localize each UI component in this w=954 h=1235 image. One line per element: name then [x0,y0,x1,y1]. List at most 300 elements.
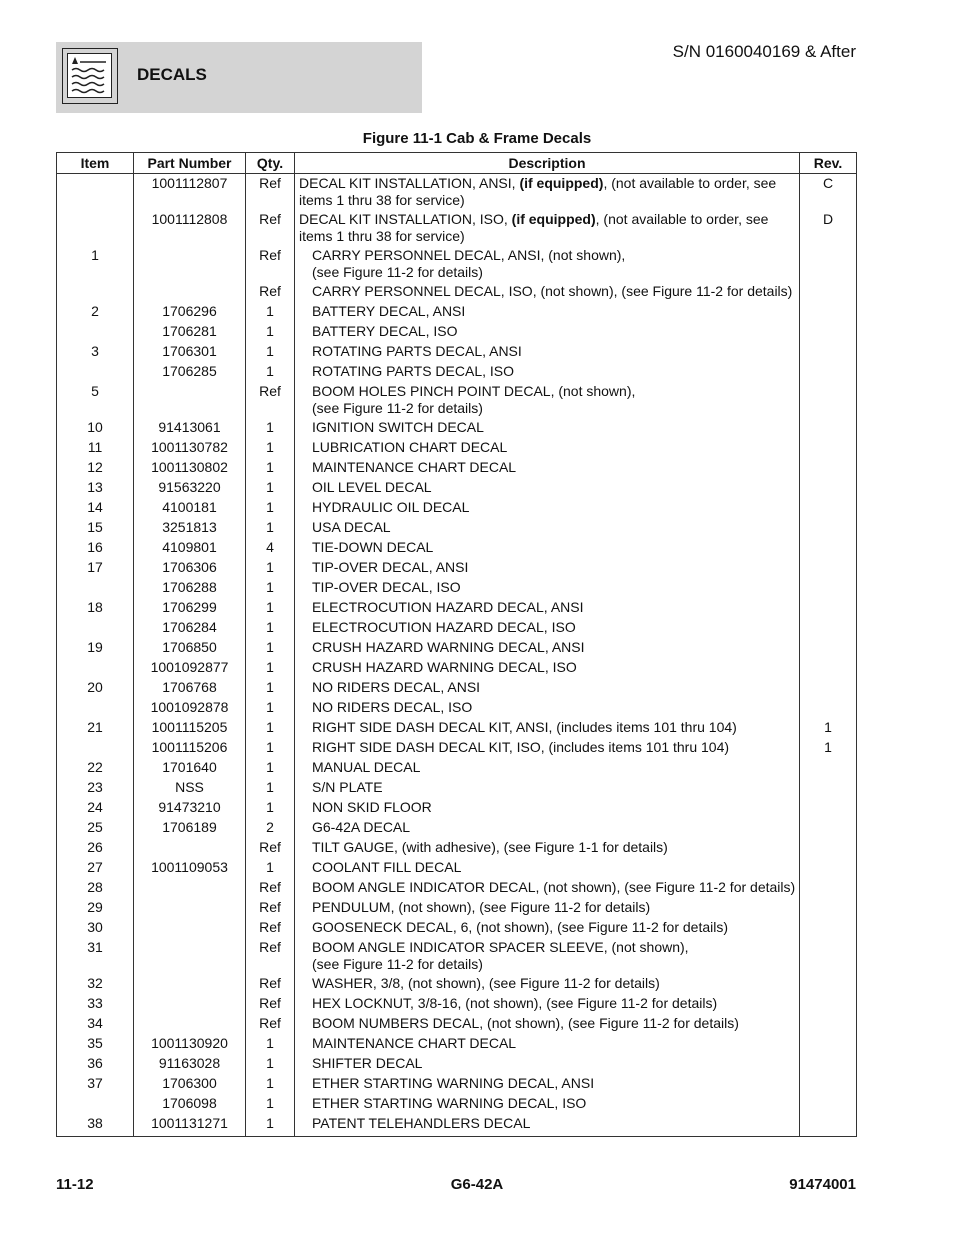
table-body [57,174,857,1137]
rev-cell [800,1054,857,1074]
table-row [57,246,857,282]
table-row [57,342,857,362]
part-number-cell [134,994,246,1014]
table-row [57,778,857,798]
table-row [57,1094,857,1114]
rev-cell [800,974,857,994]
item-cell: 33 [57,994,134,1014]
qty-cell: 1 [246,558,295,578]
qty-cell: 1 [246,638,295,658]
description-cell [295,1054,800,1074]
item-cell: 24 [57,798,134,818]
table-row [57,698,857,718]
qty-cell: 1 [246,658,295,678]
item-cell [57,322,134,342]
qty-cell: 1 [246,458,295,478]
part-number-cell [134,382,246,418]
rev-cell [800,698,857,718]
description-cell [295,1074,800,1094]
qty-cell: 1 [246,698,295,718]
description-text: ETHER STARTING WARNING DECAL, ISO [312,1095,587,1111]
qty-cell: 2 [246,818,295,838]
table-row [57,1054,857,1074]
part-number-cell: 1706288 [134,578,246,598]
rev-cell [800,246,857,282]
description-text: BOOM NUMBERS DECAL, (not shown), (see Figure 11-2 for details) [312,1015,739,1031]
description-emphasis: (if equipped) [519,175,604,191]
rev-cell [800,458,857,478]
table-row [57,458,857,478]
table-row [57,418,857,438]
description-text: GOOSENECK DECAL, 6, (not shown), (see Figure 11-2 for details) [312,919,729,935]
table-row [57,538,857,558]
item-cell [57,174,134,211]
qty-cell: 1 [246,302,295,322]
item-cell: 23 [57,778,134,798]
rev-cell [800,558,857,578]
table-row [57,878,857,898]
description-text: IGNITION SWITCH DECAL [312,419,484,435]
part-number-cell: 1706768 [134,678,246,698]
part-number-cell: 4109801 [134,538,246,558]
rev-cell [800,918,857,938]
description-text: BATTERY DECAL, ISO [312,323,458,339]
description-text: WASHER, 3/8, (not shown), (see Figure 11-2 for details) [312,975,660,991]
description-cell [295,578,800,598]
table-row [57,578,857,598]
item-cell [57,282,134,302]
part-number-cell: 91413061 [134,418,246,438]
description-text: CARRY PERSONNEL DECAL, ISO, (not shown), (see Figure 11-2 for details) [312,283,793,299]
table-row [57,818,857,838]
description-text: DECAL KIT INSTALLATION, ANSI, [299,175,520,191]
description-text: DECAL KIT INSTALLATION, ISO, [299,211,512,227]
description-cell [295,838,800,858]
item-cell: 20 [57,678,134,698]
qty-cell: 1 [246,738,295,758]
qty-cell: 1 [246,418,295,438]
qty-cell: Ref [246,246,295,282]
description-cell [295,1094,800,1114]
description-cell [295,758,800,778]
description-text: , (not available to order, see items 1 thru 38 for service) [299,211,769,244]
column-header-rev: Rev. [800,153,857,174]
description-text: , (not available to order, see items 1 thru 38 for service) [299,175,777,208]
rev-cell [800,994,857,1014]
table-row [57,638,857,658]
item-cell: 26 [57,838,134,858]
description-cell [295,282,800,302]
description-cell [295,598,800,618]
table-row [57,898,857,918]
description-cell [295,974,800,994]
description-cell [295,302,800,322]
item-cell: 28 [57,878,134,898]
description-text: S/N PLATE [312,779,383,795]
section-title: DECALS [137,65,207,84]
description-cell [295,918,800,938]
description-text: BATTERY DECAL, ANSI [312,303,466,319]
rev-cell [800,418,857,438]
description-text: TIE-DOWN DECAL [312,539,434,555]
table-row [57,498,857,518]
rev-cell [800,638,857,658]
part-number-cell [134,282,246,302]
item-cell [57,210,134,246]
description-text: NON SKID FLOOR [312,799,432,815]
description-cell [295,798,800,818]
part-number-cell: 1001130920 [134,1034,246,1054]
description-cell [295,738,800,758]
column-header-item: Item [57,153,134,174]
description-text: NO RIDERS DECAL, ANSI [312,679,481,695]
table-row [57,362,857,382]
description-cell [295,618,800,638]
part-number-cell: 1001115206 [134,738,246,758]
item-cell: 29 [57,898,134,918]
qty-cell: Ref [246,938,295,974]
item-cell: 1 [57,246,134,282]
description-text: MAINTENANCE CHART DECAL [312,1035,517,1051]
rev-cell [800,938,857,974]
table-row [57,1114,857,1137]
table-row-kit [57,210,857,246]
document-number: 91474001 [789,1176,856,1193]
rev-cell [800,302,857,322]
table-row [57,974,857,994]
rev-cell [800,1034,857,1054]
item-cell: 25 [57,818,134,838]
table-row [57,1034,857,1054]
description-text: ROTATING PARTS DECAL, ANSI [312,343,522,359]
table-row [57,478,857,498]
table-row [57,282,857,302]
item-cell: 5 [57,382,134,418]
rev-cell [800,618,857,638]
part-number-cell: 1001130782 [134,438,246,458]
column-header-description: Description [295,153,800,174]
qty-cell: Ref [246,838,295,858]
description-text: MANUAL DECAL [312,759,421,775]
part-number-cell: 1706300 [134,1074,246,1094]
description-text: PENDULUM, (not shown), (see Figure 11-2 for details) [312,899,651,915]
description-text: RIGHT SIDE DASH DECAL KIT, ANSI, (includes items 101 thru 104) [312,719,737,735]
qty-cell: Ref [246,382,295,418]
qty-cell: 1 [246,598,295,618]
rev-cell [800,1114,857,1137]
qty-cell: 1 [246,1114,295,1137]
part-number-cell [134,974,246,994]
item-cell [57,698,134,718]
part-number-cell: 1706299 [134,598,246,618]
item-cell: 3 [57,342,134,362]
qty-cell: 1 [246,578,295,598]
table-header-row [57,153,857,174]
description-text-continued: (see Figure 11-2 for details) [312,400,483,416]
qty-cell: Ref [246,974,295,994]
decal-icon [67,53,112,98]
qty-cell: 1 [246,618,295,638]
description-text: CRUSH HAZARD WARNING DECAL, ISO [312,659,577,675]
item-cell: 38 [57,1114,134,1137]
model-name: G6-42A [450,1176,504,1193]
rev-cell [800,778,857,798]
rev-cell [800,1014,857,1034]
rev-cell [800,578,857,598]
part-number-cell: 1001115205 [134,718,246,738]
part-number-cell: 91563220 [134,478,246,498]
table-row [57,558,857,578]
part-number-cell: 91473210 [134,798,246,818]
description-cell [295,778,800,798]
rev-cell [800,322,857,342]
rev-cell [800,1094,857,1114]
part-number-cell: NSS [134,778,246,798]
part-number-cell: 1706301 [134,342,246,362]
figure-title: Figure 11-1 Cab & Frame Decals [362,130,592,147]
description-cell [295,898,800,918]
description-cell [295,638,800,658]
rev-cell [800,382,857,418]
table-row [57,382,857,418]
table-row [57,858,857,878]
description-text: G6-42A DECAL [312,819,411,835]
part-number-cell: 1706281 [134,322,246,342]
description-text: CRUSH HAZARD WARNING DECAL, ANSI [312,639,585,655]
qty-cell: 1 [246,678,295,698]
rev-cell [800,878,857,898]
qty-cell: 1 [246,1054,295,1074]
part-number-cell [134,938,246,974]
description-cell [295,382,800,418]
column-header-qty: Qty. [246,153,295,174]
qty-cell: 1 [246,858,295,878]
description-text-continued: (see Figure 11-2 for details) [312,956,483,972]
description-cell [295,342,800,362]
part-number-cell [134,878,246,898]
rev-cell [800,598,857,618]
description-cell [295,210,800,246]
qty-cell: Ref [246,282,295,302]
qty-cell: 1 [246,758,295,778]
table-row [57,322,857,342]
table-row [57,1014,857,1034]
qty-cell: Ref [246,994,295,1014]
item-cell: 27 [57,858,134,878]
table-row [57,994,857,1014]
description-text: BOOM ANGLE INDICATOR SPACER SLEEVE, (not shown), [312,939,689,955]
qty-cell: 4 [246,538,295,558]
part-number-cell: 1706284 [134,618,246,638]
qty-cell: 1 [246,478,295,498]
rev-cell [800,658,857,678]
qty-cell: 1 [246,718,295,738]
description-text: COOLANT FILL DECAL [312,859,462,875]
description-text: LUBRICATION CHART DECAL [312,439,508,455]
part-number-cell [134,898,246,918]
rev-cell [800,362,857,382]
qty-cell: 1 [246,518,295,538]
part-number-cell: 1706296 [134,302,246,322]
item-cell [57,618,134,638]
item-cell: 32 [57,974,134,994]
qty-cell: Ref [246,210,295,246]
part-number-cell: 1001112808 [134,210,246,246]
description-cell [295,718,800,738]
part-number-cell: 91163028 [134,1054,246,1074]
description-text: TIP-OVER DECAL, ISO [312,579,461,595]
qty-cell: 1 [246,438,295,458]
description-cell [295,678,800,698]
item-cell: 12 [57,458,134,478]
rev-cell [800,538,857,558]
item-cell [57,362,134,382]
table-row [57,438,857,458]
part-number-cell: 1706850 [134,638,246,658]
table-row [57,678,857,698]
part-number-cell: 1001131271 [134,1114,246,1137]
description-cell [295,658,800,678]
part-number-cell [134,246,246,282]
description-cell [295,246,800,282]
description-text: BOOM ANGLE INDICATOR DECAL, (not shown), (see Figure 11-2 for details) [312,879,796,895]
table-row [57,1074,857,1094]
item-cell [57,738,134,758]
description-text: RIGHT SIDE DASH DECAL KIT, ISO, (includes items 101 thru 104) [312,739,730,755]
table-row [57,658,857,678]
description-text: SHIFTER DECAL [312,1055,423,1071]
qty-cell: Ref [246,174,295,211]
description-cell [295,1014,800,1034]
description-cell [295,438,800,458]
rev-cell [800,898,857,918]
description-text: ETHER STARTING WARNING DECAL, ANSI [312,1075,595,1091]
item-cell: 30 [57,918,134,938]
description-cell [295,878,800,898]
description-cell [295,938,800,974]
part-number-cell [134,1014,246,1034]
item-cell [57,658,134,678]
description-cell [295,458,800,478]
description-text: BOOM HOLES PINCH POINT DECAL, (not shown), [312,383,636,399]
table-row [57,938,857,974]
item-cell: 15 [57,518,134,538]
item-cell: 31 [57,938,134,974]
description-cell [295,174,800,211]
rev-cell [800,798,857,818]
rev-cell [800,758,857,778]
part-number-cell [134,918,246,938]
qty-cell: Ref [246,1014,295,1034]
description-text: ELECTROCUTION HAZARD DECAL, ISO [312,619,576,635]
rev-cell [800,1074,857,1094]
table-row [57,738,857,758]
rev-cell: 1 [800,718,857,738]
item-cell: 16 [57,538,134,558]
description-text: NO RIDERS DECAL, ISO [312,699,473,715]
item-cell: 21 [57,718,134,738]
description-cell [295,538,800,558]
rev-cell [800,838,857,858]
rev-cell [800,438,857,458]
item-cell: 22 [57,758,134,778]
rev-cell: 1 [800,738,857,758]
item-cell [57,1094,134,1114]
part-number-cell: 1001092877 [134,658,246,678]
description-text: PATENT TELEHANDLERS DECAL [312,1115,531,1131]
description-cell [295,818,800,838]
description-cell [295,558,800,578]
description-text: ELECTROCUTION HAZARD DECAL, ANSI [312,599,584,615]
description-cell [295,322,800,342]
table-row [57,798,857,818]
description-cell [295,362,800,382]
qty-cell: 1 [246,322,295,342]
description-text: TILT GAUGE, (with adhesive), (see Figure 1-1 for details) [312,839,668,855]
qty-cell: 1 [246,1034,295,1054]
table-row [57,598,857,618]
description-cell [295,518,800,538]
qty-cell: Ref [246,898,295,918]
description-text-continued: (see Figure 11-2 for details) [312,264,483,280]
qty-cell: 1 [246,1074,295,1094]
table-row [57,518,857,538]
rev-cell [800,818,857,838]
description-text: HEX LOCKNUT, 3/8-16, (not shown), (see Figure 11-2 for details) [312,995,718,1011]
qty-cell: 1 [246,362,295,382]
qty-cell: 1 [246,498,295,518]
item-cell [57,578,134,598]
table-row [57,618,857,638]
part-number-cell: 1001092878 [134,698,246,718]
rev-cell [800,478,857,498]
part-number-cell: 1001112807 [134,174,246,211]
table-row [57,838,857,858]
part-number-cell: 1001130802 [134,458,246,478]
item-cell: 35 [57,1034,134,1054]
description-text: MAINTENANCE CHART DECAL [312,459,517,475]
description-text: OIL LEVEL DECAL [312,479,432,495]
part-number-cell: 1706285 [134,362,246,382]
page-number: 11-12 [56,1176,94,1193]
description-cell [295,418,800,438]
item-cell: 17 [57,558,134,578]
description-cell [295,1034,800,1054]
description-text: USA DECAL [312,519,391,535]
qty-cell: 1 [246,342,295,362]
table-row [57,718,857,738]
description-cell [295,478,800,498]
item-cell: 36 [57,1054,134,1074]
description-text: CARRY PERSONNEL DECAL, ANSI, (not shown), [312,247,626,263]
serial-number-range: S/N 0160040169 & After [672,42,856,61]
rev-cell [800,282,857,302]
item-cell: 18 [57,598,134,618]
qty-cell: 1 [246,798,295,818]
item-cell: 10 [57,418,134,438]
part-number-cell: 1706306 [134,558,246,578]
item-cell: 2 [57,302,134,322]
qty-cell: 1 [246,778,295,798]
rev-cell [800,858,857,878]
rev-cell: C [800,174,857,211]
item-cell: 13 [57,478,134,498]
table-row [57,918,857,938]
qty-cell: 1 [246,1094,295,1114]
part-number-cell: 1706189 [134,818,246,838]
item-cell: 19 [57,638,134,658]
item-cell: 11 [57,438,134,458]
